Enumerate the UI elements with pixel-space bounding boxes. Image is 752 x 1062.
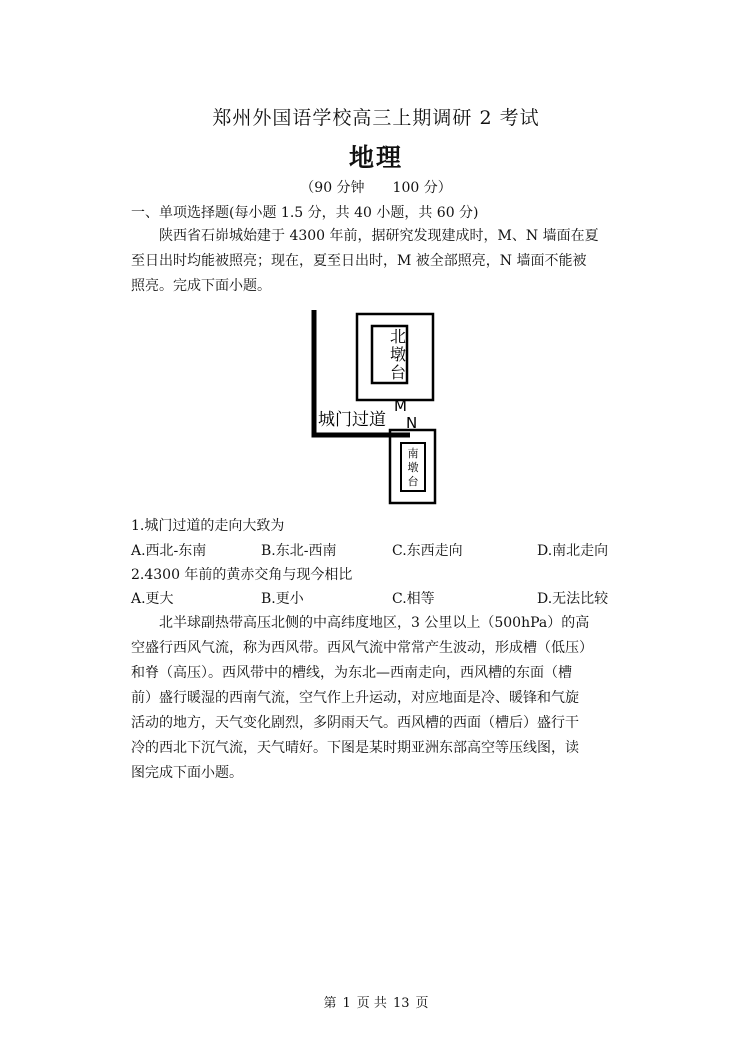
footer-prefix: 第 [323, 996, 337, 1011]
duration-text: （90 分钟 [300, 180, 365, 196]
question-1-option-a: A.西北-东南 [131, 543, 207, 559]
passage1-line-2: 至日出时均能被照亮；现在，夏至日出时，M 被全部照亮，N 墙面不能被 [131, 253, 587, 269]
question-2-option-c: C.相等 [392, 591, 435, 607]
question-1-stem: 1.城门过道的走向大致为 [131, 518, 285, 534]
question-2-option-a: A.更大 [131, 591, 174, 607]
question-1-option-d: D.南北走向 [537, 543, 609, 559]
north-tower-label-3: 台 [389, 363, 407, 382]
question-2-stem: 2.4300 年前的黄赤交角与现今相比 [131, 567, 353, 583]
wall-m-label: M [394, 397, 407, 415]
north-tower-label-2: 墩 [389, 345, 407, 364]
passage2-line-3: 和脊（高压）。西风带中的槽线，为东北—西南走向，西风槽的东面（槽 [131, 665, 572, 681]
question-2-option-d: D.无法比较 [537, 591, 609, 607]
passage2-line-1: 北半球副热带高压北侧的中高纬度地区，3 公里以上（500hPa）的高 [159, 615, 590, 631]
question-1-option-c: C.东西走向 [392, 543, 463, 559]
question-1-option-b: B.东北-西南 [261, 543, 337, 559]
footer-total-pages: 13 [392, 996, 410, 1011]
south-tower-label-3: 台 [407, 475, 419, 488]
section-heading: 一、单项选择题(每小题 1.5 分，共 40 小题，共 60 分) [131, 205, 479, 221]
passage2-line-4: 前）盛行暖湿的西南气流，空气作上升运动，对应地面是冷、暖锋和气旋 [131, 690, 579, 706]
footer-suffix: 页 [415, 996, 429, 1011]
exam-title: 郑州外国语学校高三上期调研 2 考试 [212, 107, 540, 129]
south-tower-label-2: 墩 [407, 461, 419, 474]
gate-diagram [300, 305, 450, 510]
passage2-line-7: 图完成下面小题。 [131, 765, 243, 781]
question-2-option-b: B.更小 [261, 591, 304, 607]
south-tower-label-1: 南 [407, 447, 419, 460]
wall-n-label: N [406, 414, 418, 432]
passage2-line-5: 活动的地方，天气变化剧烈，多阴雨天气。西风槽的西面（槽后）盛行干 [131, 715, 579, 731]
passage2-line-6: 冷的西北下沉气流，天气晴好。下图是某时期亚洲东部高空等压线图，读 [131, 740, 579, 756]
passage1-line-3: 照亮。完成下面小题。 [131, 278, 271, 294]
score-text: 100 分） [392, 180, 452, 196]
page-footer [0, 992, 752, 1011]
subject-title: 地理 [348, 143, 403, 172]
footer-page-number: 1 [342, 996, 351, 1011]
passage2-line-2: 空盛行西风气流，称为西风带。西风气流中常常产生波动，形成槽（低压） [131, 640, 593, 656]
passage1-line-1: 陕西省石峁城始建于 4300 年前，据研究发现建成时，M、N 墙面在夏 [159, 228, 599, 244]
footer-mid: 页 共 [356, 996, 387, 1011]
gate-passage-label: 城门过道 [318, 410, 386, 430]
north-tower-label-1: 北 [389, 327, 407, 346]
exam-duration-score [0, 177, 752, 197]
